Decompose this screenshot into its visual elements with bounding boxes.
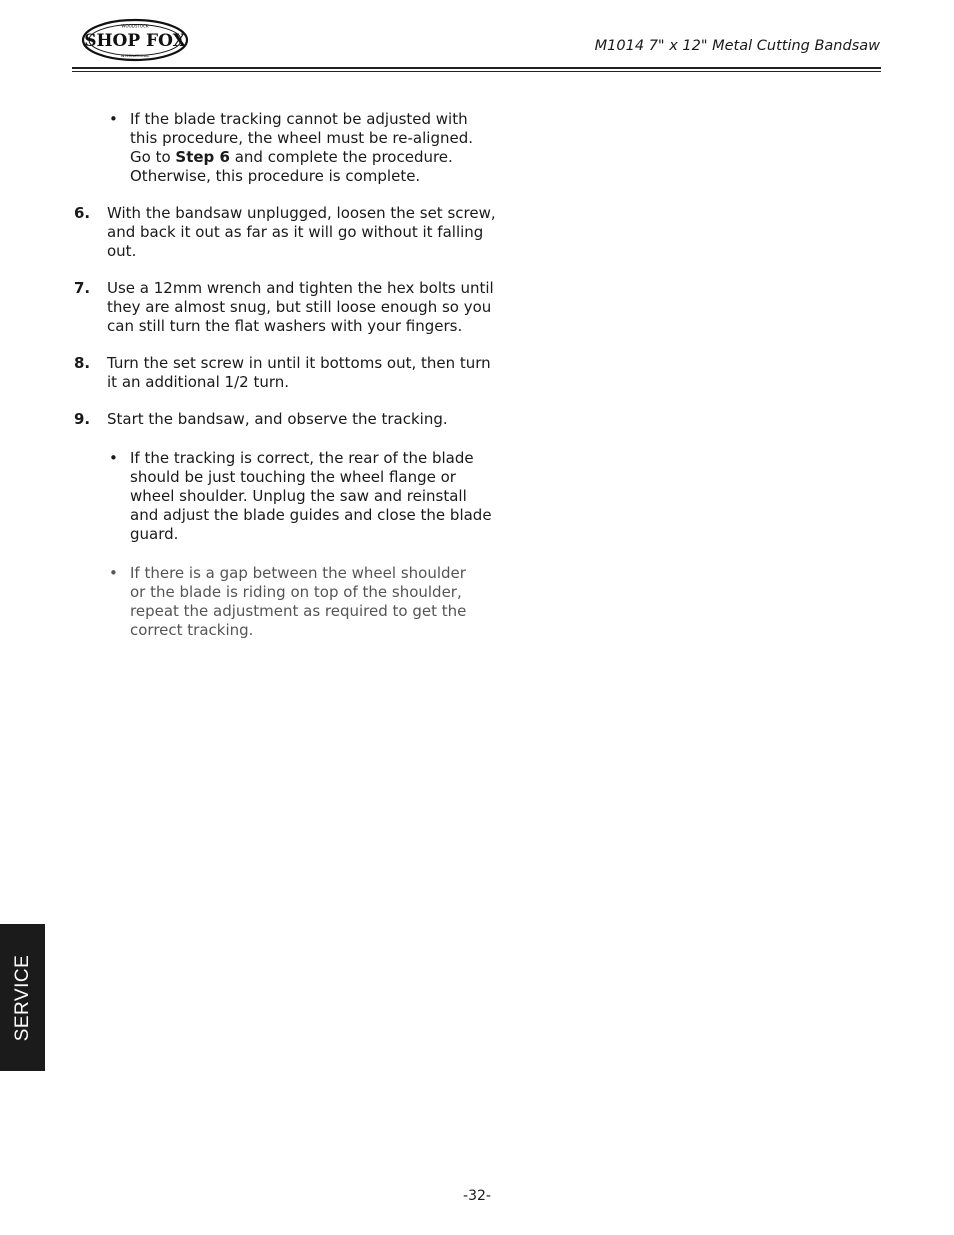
step-line: and back it out as far as it will go without it falling bbox=[107, 223, 484, 241]
bullet-line: this procedure, the wheel must be re-aligned. bbox=[130, 129, 473, 147]
header-rule bbox=[72, 67, 881, 69]
step-line: Start the bandsaw, and observe the tracking. bbox=[107, 410, 448, 428]
bullet-line: correct tracking. bbox=[130, 621, 254, 639]
section-tab-label: SERVICE bbox=[11, 954, 33, 1041]
bullet-item bbox=[74, 110, 524, 186]
bullet-line: or the blade is riding on top of the shoulder, bbox=[130, 583, 462, 601]
bullet-line: should be just touching the wheel flange or bbox=[130, 468, 456, 486]
procedure-content bbox=[74, 110, 524, 640]
step-line: it an additional 1/2 turn. bbox=[107, 373, 290, 391]
bullet-dot: • bbox=[109, 564, 118, 582]
bullet-line: Otherwise, this procedure is complete. bbox=[130, 167, 421, 185]
bullet-line: If there is a gap between the wheel shoulder bbox=[130, 564, 466, 582]
step-6 bbox=[74, 204, 524, 261]
shop-fox-logo bbox=[80, 16, 190, 64]
step-line: can still turn the flat washers with your fingers. bbox=[107, 317, 463, 335]
bullet-line: wheel shoulder. Unplug the saw and reinstall bbox=[130, 487, 467, 505]
bullet-item bbox=[74, 449, 524, 544]
step-9 bbox=[74, 410, 524, 429]
bullet-line: guard. bbox=[130, 525, 179, 543]
step-line: Use a 12mm wrench and tighten the hex bolts until bbox=[107, 279, 494, 297]
manual-title: M1014 7" x 12" Metal Cutting Bandsaw bbox=[594, 38, 880, 54]
logo-arc-bottom: INTERNATIONAL bbox=[120, 54, 150, 58]
step-reference: Step 6 bbox=[175, 148, 230, 166]
bullet-line: repeat the adjustment as required to get the bbox=[130, 602, 467, 620]
bullet-item bbox=[74, 564, 524, 640]
text-run: and complete the procedure. bbox=[229, 148, 453, 166]
step-8 bbox=[74, 354, 524, 392]
step-number: 7. bbox=[74, 279, 91, 297]
step-line: Turn the set screw in until it bottoms out, then turn bbox=[107, 354, 491, 372]
section-tab bbox=[0, 924, 45, 1071]
step-line: With the bandsaw unplugged, loosen the set screw, bbox=[107, 204, 496, 222]
text-run: Go to bbox=[130, 148, 176, 166]
bullet-line: and adjust the blade guides and close the blade bbox=[130, 506, 492, 524]
bullet-dot: • bbox=[109, 449, 118, 467]
step-number: 6. bbox=[74, 204, 91, 222]
bullet-line: If the blade tracking cannot be adjusted with bbox=[130, 110, 468, 128]
logo-arc-top: WOODSTOCK bbox=[121, 23, 149, 29]
step-line: they are almost snug, but still loose enough so you bbox=[107, 298, 492, 316]
header-rule-thin bbox=[72, 71, 881, 72]
page-number: -32- bbox=[463, 1188, 491, 1204]
logo-text: SHOP FOX bbox=[84, 31, 186, 51]
bullet-line: If the tracking is correct, the rear of the blade bbox=[130, 449, 474, 467]
bullet-dot: • bbox=[109, 110, 118, 128]
step-number: 8. bbox=[74, 354, 91, 372]
step-line: out. bbox=[107, 242, 137, 260]
step-number: 9. bbox=[74, 410, 91, 428]
step-7 bbox=[74, 279, 524, 336]
bullet-line bbox=[130, 148, 524, 167]
